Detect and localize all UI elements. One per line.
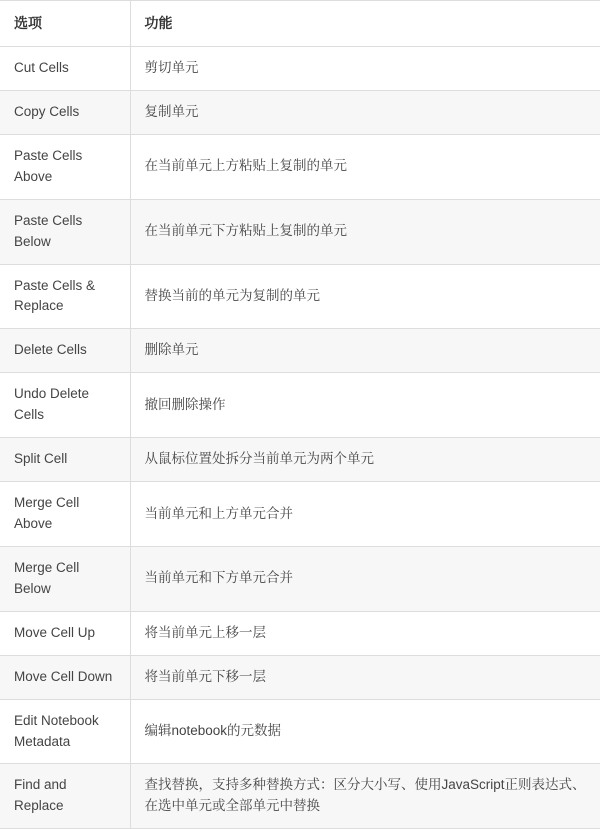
cell-function: 将当前单元上移一层 [130, 611, 600, 655]
table-row [0, 438, 600, 482]
cell-option: Find and Replace [0, 764, 130, 829]
cell-option: Copy Cells [0, 90, 130, 134]
table-row [0, 764, 600, 829]
table-row [0, 699, 600, 764]
table-row [0, 134, 600, 199]
table-row [0, 655, 600, 699]
cell-function: 剪切单元 [130, 47, 600, 91]
cell-function: 查找替换，支持多种替换方式：区分大小写、使用JavaScript正则表达式、在选中单元或全部单元中替换 [130, 764, 600, 829]
table-header-row [0, 1, 600, 47]
table-row [0, 47, 600, 91]
cell-option: Split Cell [0, 438, 130, 482]
cell-function: 当前单元和下方单元合并 [130, 546, 600, 611]
cell-option: Merge Cell Above [0, 482, 130, 547]
cell-option: Move Cell Down [0, 655, 130, 699]
cell-function: 在当前单元上方粘贴上复制的单元 [130, 134, 600, 199]
cell-function: 替换当前的单元为复制的单元 [130, 264, 600, 329]
cell-option: Delete Cells [0, 329, 130, 373]
cell-option: Cut Cells [0, 47, 130, 91]
cell-option: Move Cell Up [0, 611, 130, 655]
table-row [0, 199, 600, 264]
cell-option: Paste Cells & Replace [0, 264, 130, 329]
cell-option: Undo Delete Cells [0, 373, 130, 438]
table-row [0, 611, 600, 655]
cell-function: 将当前单元下移一层 [130, 655, 600, 699]
table-row [0, 264, 600, 329]
cell-function: 在当前单元下方粘贴上复制的单元 [130, 199, 600, 264]
cell-function: 编辑notebook的元数据 [130, 699, 600, 764]
cell-function: 撤回删除操作 [130, 373, 600, 438]
table-row [0, 482, 600, 547]
cell-option: Paste Cells Above [0, 134, 130, 199]
table-row [0, 90, 600, 134]
table-row [0, 546, 600, 611]
table-row [0, 329, 600, 373]
table-header [0, 1, 600, 47]
cell-function: 复制单元 [130, 90, 600, 134]
cell-function: 从鼠标位置处拆分当前单元为两个单元 [130, 438, 600, 482]
column-header-option: 选项 [0, 1, 130, 47]
cell-function: 删除单元 [130, 329, 600, 373]
cell-option: Merge Cell Below [0, 546, 130, 611]
column-header-function: 功能 [130, 1, 600, 47]
cell-option: Paste Cells Below [0, 199, 130, 264]
table-row [0, 373, 600, 438]
cell-function: 当前单元和上方单元合并 [130, 482, 600, 547]
table-body [0, 47, 600, 829]
cell-option: Edit Notebook Metadata [0, 699, 130, 764]
